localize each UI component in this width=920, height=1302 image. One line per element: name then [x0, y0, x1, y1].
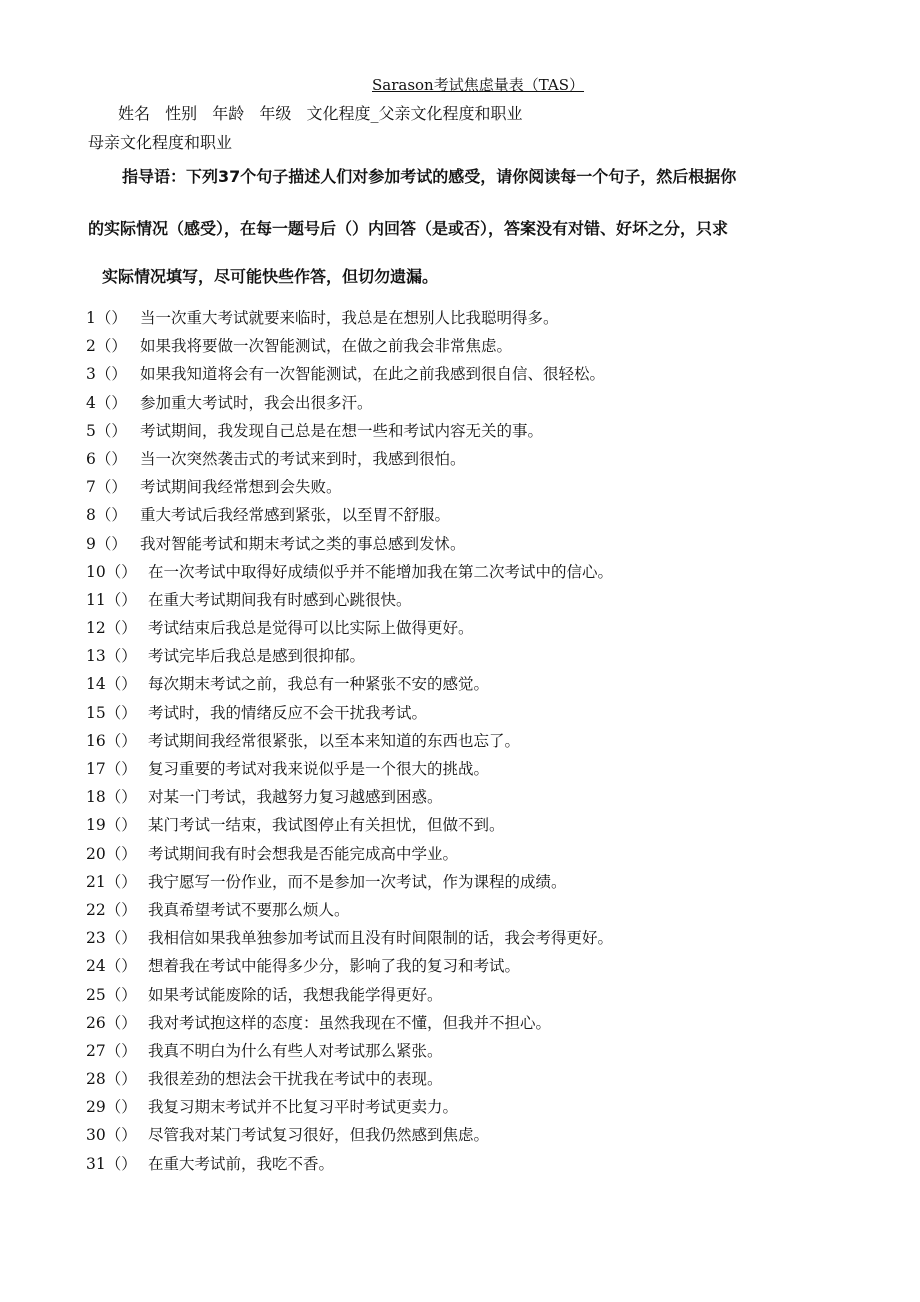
question-number[interactable]: 25（）: [86, 985, 137, 1004]
question-number[interactable]: 21（）: [86, 872, 137, 891]
question-number[interactable]: 27（）: [86, 1041, 137, 1060]
question-item: [86, 389, 613, 417]
question-item: [86, 896, 613, 924]
question-number[interactable]: 9（）: [86, 534, 127, 553]
question-text: 如果我将要做一次智能测试，在做之前我会非常焦虑。: [140, 337, 513, 356]
question-item: [86, 304, 613, 332]
question-number[interactable]: 6（）: [86, 449, 127, 468]
question-number[interactable]: 31（）: [86, 1154, 137, 1173]
question-item: [86, 445, 613, 473]
question-item: [86, 924, 613, 952]
question-item: [86, 586, 613, 614]
question-number[interactable]: 19（）: [86, 816, 137, 835]
question-text: 我对智能考试和期末考试之类的事总感到发怵。: [140, 534, 466, 553]
question-number[interactable]: 30（）: [86, 1126, 137, 1145]
question-item: [86, 981, 613, 1009]
document-title: Sarason考试焦虑量表（TAS）: [372, 76, 585, 94]
age-field-label: 年龄: [212, 104, 245, 123]
question-number[interactable]: 3（）: [86, 365, 127, 384]
question-item: [86, 755, 613, 783]
question-number[interactable]: 11（）: [86, 590, 137, 609]
question-text: 当一次突然袭击式的考试来到时，我感到很怕。: [140, 449, 466, 468]
question-text: 我宁愿写一份作业，而不是参加一次考试，作为课程的成绩。: [148, 872, 567, 891]
question-number[interactable]: 1（）: [86, 309, 127, 327]
question-number[interactable]: 7（）: [86, 478, 127, 497]
question-number[interactable]: 22（）: [86, 900, 137, 919]
question-text: 如果我知道将会有一次智能测试，在此之前我感到很自信、很轻松。: [140, 365, 606, 384]
question-text: 考试期间，我发现自己总是在想一些和考试内容无关的事。: [140, 421, 544, 440]
question-item: [86, 811, 613, 839]
question-item: [86, 1150, 613, 1178]
education-father-field-label: 文化程度_父亲文化程度和职业: [306, 104, 523, 123]
question-text: 我很差劲的想法会干扰我在考试中的表现。: [148, 1070, 443, 1089]
question-item: [86, 530, 613, 558]
question-text: 对某一门考试，我越努力复习越感到困惑。: [148, 788, 443, 807]
question-number[interactable]: 28（）: [86, 1070, 137, 1089]
question-item: [86, 417, 613, 445]
question-item: [86, 840, 613, 868]
question-text: 在一次考试中取得好成绩似乎并不能增加我在第二次考试中的信心。: [148, 562, 614, 581]
question-text: 我相信如果我单独参加考试而且没有时间限制的话，我会考得更好。: [148, 929, 614, 948]
question-number[interactable]: 8（）: [86, 506, 127, 525]
question-number[interactable]: 14（）: [86, 675, 137, 694]
question-item: [86, 1037, 613, 1065]
name-field-label: 姓名: [118, 104, 151, 123]
question-text: 如果考试能废除的话，我想我能学得更好。: [148, 985, 443, 1004]
question-text: 我真希望考试不要那么烦人。: [148, 900, 350, 919]
question-item: [86, 727, 613, 755]
question-text: 尽管我对某门考试复习很好，但我仍然感到焦虑。: [148, 1126, 490, 1145]
question-text: 我复习期末考试并不比复习平时考试更卖力。: [148, 1098, 459, 1117]
question-item: [86, 783, 613, 811]
question-number[interactable]: 26（）: [86, 1013, 137, 1032]
question-item: [86, 1065, 613, 1093]
question-text: 考试期间我有时会想我是否能完成高中学业。: [148, 844, 459, 863]
question-item: [86, 558, 613, 586]
instructions-line-2: 的实际情况（感受），在每一题号后（）内回答（是或否），答案没有对错、好坏之分，只求: [88, 219, 729, 238]
question-text: 考试时，我的情绪反应不会干扰我考试。: [148, 703, 428, 722]
question-item: [86, 699, 613, 727]
question-text: 我真不明白为什么有些人对考试那么紧张。: [148, 1041, 443, 1060]
question-text: 考试完毕后我总是感到很抑郁。: [148, 647, 366, 666]
question-text: 复习重要的考试对我来说似乎是一个很大的挑战。: [148, 760, 490, 778]
question-text: 在重大考试前，我吃不香。: [148, 1154, 335, 1173]
question-item: [86, 868, 613, 896]
question-number[interactable]: 13（）: [86, 647, 137, 666]
respondent-info-line: [118, 101, 522, 124]
question-text: 在重大考试期间我有时感到心跳很快。: [148, 590, 412, 609]
question-list: [86, 304, 613, 1178]
question-item: [86, 1093, 613, 1121]
question-item: [86, 501, 613, 529]
question-number[interactable]: 23（）: [86, 929, 137, 948]
question-item: [86, 1009, 613, 1037]
question-number[interactable]: 15（）: [86, 703, 137, 722]
question-item: [86, 642, 613, 670]
question-number[interactable]: 12（）: [86, 619, 137, 638]
question-text: 想着我在考试中能得多少分，影响了我的复习和考试。: [148, 957, 521, 976]
question-number[interactable]: 10（）: [86, 562, 137, 581]
question-text: 我对考试抱这样的态度：虽然我现在不懂，但我并不担心。: [148, 1013, 552, 1032]
question-item: [86, 614, 613, 642]
question-number[interactable]: 24（）: [86, 957, 137, 976]
question-item: [86, 360, 613, 388]
question-text: 每次期末考试之前，我总有一种紧张不安的感觉。: [148, 675, 490, 694]
gender-field-label: 性别: [165, 104, 198, 123]
question-number[interactable]: 4（）: [86, 393, 127, 412]
question-number[interactable]: 29（）: [86, 1098, 137, 1117]
question-number[interactable]: 2（）: [86, 337, 127, 356]
question-item: [86, 952, 613, 980]
question-text: 重大考试后我经常感到紧张，以至胃不舒服。: [140, 506, 451, 525]
question-text: 考试结束后我总是觉得可以比实际上做得更好。: [148, 619, 474, 638]
instructions-line-1: 指导语：下列37个句子描述人们对参加考试的感受，请你阅读每一个句子，然后根据你: [122, 167, 737, 186]
question-text: 考试期间我经常很紧张，以至本来知道的东西也忘了。: [148, 731, 521, 750]
question-number[interactable]: 18（）: [86, 788, 137, 807]
instructions-line-3: 实际情况填写，尽可能快些作答，但切勿遗漏。: [102, 267, 439, 286]
question-text: 参加重大考试时，我会出很多汗。: [140, 393, 373, 412]
question-text: 当一次重大考试就要来临时，我总是在想别人比我聪明得多。: [140, 309, 559, 327]
mother-education-field-label: 母亲文化程度和职业: [88, 133, 233, 152]
question-text: 某门考试一结束，我试图停止有关担忧，但做不到。: [148, 816, 505, 835]
question-text: 考试期间我经常想到会失败。: [140, 478, 342, 497]
question-number[interactable]: 20（）: [86, 844, 137, 863]
question-item: [86, 332, 613, 360]
grade-field-label: 年级: [259, 104, 292, 123]
question-item: [86, 473, 613, 501]
question-number[interactable]: 17（）: [86, 760, 137, 778]
question-item: [86, 1121, 613, 1149]
question-item: [86, 670, 613, 698]
question-number[interactable]: 5（）: [86, 421, 127, 440]
question-number[interactable]: 16（）: [86, 731, 137, 750]
